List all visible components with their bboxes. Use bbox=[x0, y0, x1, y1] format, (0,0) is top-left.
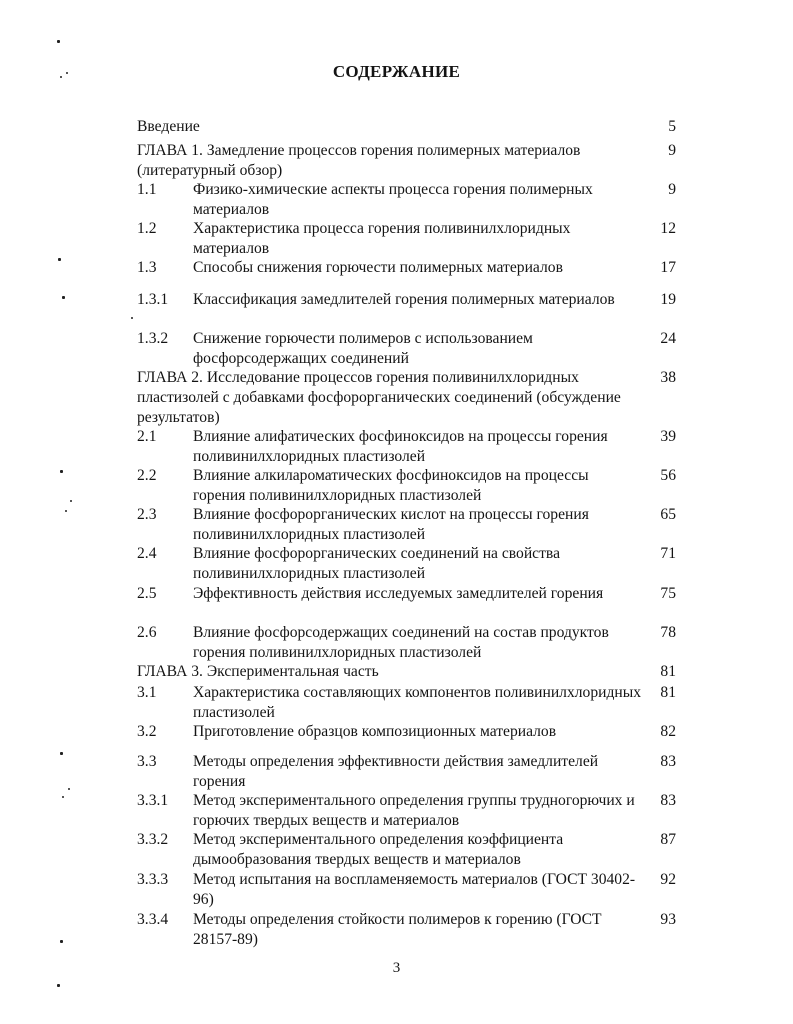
toc-entry-number: 3.1 bbox=[137, 684, 157, 701]
toc-entry-page: 5 bbox=[668, 118, 676, 135]
toc-entry-number: 3.3.3 bbox=[137, 871, 169, 888]
toc-entry-page: 17 bbox=[660, 259, 676, 276]
toc-entry-page: 92 bbox=[660, 871, 676, 888]
toc-entry-page: 24 bbox=[660, 330, 676, 347]
toc-entry-number: 1.3 bbox=[137, 259, 157, 276]
toc-entry-number: 2.5 bbox=[137, 585, 157, 602]
toc-entry-text: Влияние фосфорсодержащих соединений на состав продуктов горения поливинилхлоридных пластизолей bbox=[193, 624, 609, 661]
scan-speck bbox=[57, 40, 60, 43]
toc-entry-text: Характеристика процесса горения поливинилхлоридных материалов bbox=[193, 220, 571, 257]
scan-speck bbox=[66, 72, 68, 74]
scan-speck bbox=[62, 296, 65, 299]
toc-entry-text: Метод экспериментального определения коэффициента дымообразования твердых веществ и материалов bbox=[193, 831, 564, 868]
scan-speck bbox=[57, 984, 60, 987]
toc-entry-text: Влияние алифатических фосфиноксидов на процессы горения поливинилхлоридных пластизолей bbox=[193, 428, 608, 465]
toc-entry-number: 2.3 bbox=[137, 506, 157, 523]
toc-entry-page: 82 bbox=[660, 723, 676, 740]
toc-entry-number: 2.2 bbox=[137, 467, 157, 484]
toc-entry-page: 81 bbox=[660, 684, 676, 701]
toc-entry-page: 93 bbox=[660, 911, 676, 928]
toc-entry-page: 19 bbox=[660, 291, 676, 308]
toc-entry-number: 3.3.2 bbox=[137, 831, 169, 848]
toc-entry-text: Снижение горючести полимеров с использованием фосфорсодержащих соединений bbox=[193, 330, 533, 367]
scan-speck bbox=[60, 76, 62, 78]
scan-speck bbox=[60, 470, 63, 473]
toc-entry-text: Метод экспериментального определения группы трудногорючих и горючих твердых веществ и материалов bbox=[193, 792, 635, 829]
toc-entry-page: 12 bbox=[660, 220, 676, 237]
toc-entry-number: 3.3.1 bbox=[137, 792, 169, 809]
scan-speck bbox=[131, 317, 133, 319]
toc-entry-page: 83 bbox=[660, 753, 676, 770]
toc-entry-number: 1.2 bbox=[137, 220, 157, 237]
scan-speck bbox=[60, 940, 63, 943]
toc-entry-page: 9 bbox=[668, 181, 676, 198]
toc-entry-page: 38 bbox=[660, 369, 676, 386]
page-title: СОДЕРЖАНИЕ bbox=[332, 62, 461, 81]
scan-speck bbox=[65, 510, 67, 512]
toc-entry-text: Введение bbox=[137, 118, 200, 135]
toc-entry-text: Физико-химические аспекты процесса горения полимерных материалов bbox=[193, 181, 593, 218]
scan-speck bbox=[68, 788, 70, 790]
toc-entry-page: 9 bbox=[668, 142, 676, 159]
toc-entry-text: Приготовление образцов композиционных материалов bbox=[193, 723, 557, 740]
toc-entry-text: Способы снижения горючести полимерных материалов bbox=[193, 259, 563, 276]
toc-entry-number: 1.3.1 bbox=[137, 291, 169, 308]
toc-entry-page: 39 bbox=[660, 428, 676, 445]
toc-entry-number: 1.3.2 bbox=[137, 330, 169, 347]
toc-entry-page: 71 bbox=[660, 545, 676, 562]
toc-entry-text: Влияние фосфорорганических кислот на процессы горения поливинилхлоридных пластизолей bbox=[193, 506, 589, 543]
scan-speck bbox=[62, 796, 64, 798]
toc-entry-number: 3.2 bbox=[137, 723, 157, 740]
toc-entry-text: ГЛАВА 1. Замедление процессов горения полимерных материалов (литературный обзор) bbox=[137, 142, 581, 179]
toc-entry-text: Метод испытания на воспламеняемость материалов (ГОСТ 30402-96) bbox=[193, 871, 636, 908]
toc-entry-text: ГЛАВА 2. Исследование процессов горения поливинилхлоридных пластизолей с добавками фосфорорганических соединений (обсуждение результатов) bbox=[137, 369, 621, 426]
toc-entry-text: Эффективность действия исследуемых замедлителей горения bbox=[193, 585, 604, 602]
toc-entry-text: Влияние фосфорорганических соединений на свойства поливинилхлоридных пластизолей bbox=[193, 545, 561, 582]
toc-entry-page: 81 bbox=[660, 663, 676, 680]
toc-entry-page: 75 bbox=[660, 585, 676, 602]
scan-speck bbox=[70, 500, 72, 502]
toc-entry-page: 56 bbox=[660, 467, 676, 484]
toc-entry-number: 2.6 bbox=[137, 624, 157, 641]
toc-entry-page: 87 bbox=[660, 831, 676, 848]
toc-entry-number: 3.3 bbox=[137, 753, 157, 770]
toc-entry-number: 1.1 bbox=[137, 181, 157, 198]
toc-entry-text: Методы определения эффективности действия замедлителей горения bbox=[193, 753, 599, 790]
scan-speck bbox=[58, 258, 61, 261]
toc-entry-page: 78 bbox=[660, 624, 676, 641]
toc-entry-page: 83 bbox=[660, 792, 676, 809]
toc-entry-text: Классификация замедлителей горения полимерных материалов bbox=[193, 291, 615, 308]
toc-entry-number: 3.3.4 bbox=[137, 911, 169, 928]
toc-entry-text: Характеристика составляющих компонентов поливинилхлоридных пластизолей bbox=[193, 684, 642, 721]
toc-entry-number: 2.4 bbox=[137, 545, 157, 562]
toc-entry-number: 2.1 bbox=[137, 428, 157, 445]
toc-entry-page: 65 bbox=[660, 506, 676, 523]
toc-entry-text: Влияние алкилароматических фосфиноксидов на процессы горения поливинилхлоридных пластизолей bbox=[193, 467, 589, 504]
toc-entry-text: ГЛАВА 3. Экспериментальная часть bbox=[137, 663, 379, 680]
toc-entry-text: Методы определения стойкости полимеров к горению (ГОСТ 28157-89) bbox=[193, 911, 602, 948]
scan-speck bbox=[60, 752, 63, 755]
page-number: 3 bbox=[392, 960, 401, 976]
